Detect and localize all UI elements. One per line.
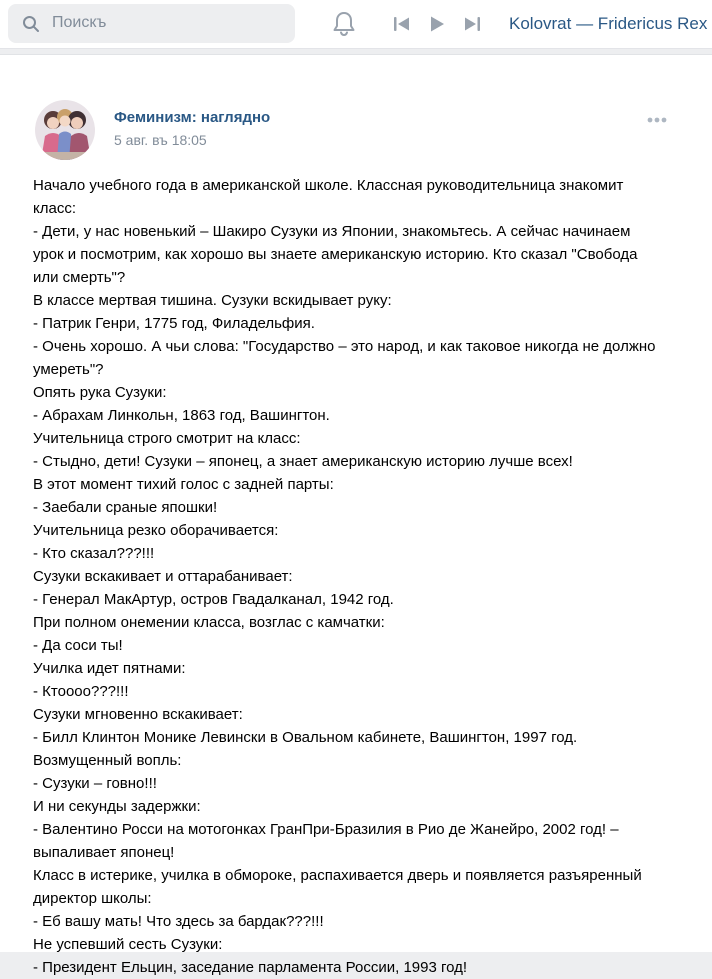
post-line: - Генерал МакАртур, остров Гвадалканал, 1942 год. <box>33 591 394 608</box>
search-box[interactable] <box>8 4 295 43</box>
top-bar <box>0 0 712 49</box>
post-date[interactable]: 5 авг. въ 18:05 <box>114 132 207 148</box>
post-line: И ни секунды задержки: <box>33 798 201 815</box>
now-playing-track[interactable]: Kolovrat — Fridericus Rex <box>509 14 708 33</box>
more-icon[interactable] <box>646 113 668 125</box>
post-line: Училка идет пятнами: <box>33 660 186 677</box>
bell-icon[interactable] <box>332 11 356 42</box>
group-avatar[interactable] <box>35 100 95 160</box>
search-input[interactable]: Поискъ <box>52 14 107 31</box>
post-card <box>0 54 712 976</box>
post-line: - Заебали сраные япошки! <box>33 499 218 516</box>
post-line: - Стыдно, дети! Сузуки – японец, а знает американскую историю лучше всех! <box>33 453 573 470</box>
post-line: Учительница резко оборачивается: <box>33 522 279 539</box>
search-icon <box>22 15 40 38</box>
post-line: Сузуки мгновенно вскакивает: <box>33 706 243 723</box>
play-icon[interactable] <box>428 15 446 38</box>
post-line: При полном онемении класса, возглас с камчатки: <box>33 614 385 631</box>
post-line: Начало учебного года в американской школе. Классная руководительница знакомит класс: <box>33 177 628 217</box>
post-line: - Кто сказал???!!! <box>33 545 155 562</box>
previous-track-icon[interactable] <box>393 15 411 38</box>
post-line: - Сузуки – говно!!! <box>33 775 157 792</box>
post-line: - Валентино Росси на мотогонках ГранПри-Бразилия в Рио де Жанейро, 2002 год! –выпаливает японец! <box>33 821 619 861</box>
group-name-link[interactable]: Феминизм: наглядно <box>114 109 271 126</box>
next-track-icon[interactable] <box>463 15 481 38</box>
post-line: В этот момент тихий голос с задней парты: <box>33 476 334 493</box>
post-line: Опять рука Сузуки: <box>33 384 167 401</box>
post-line: Не успевший сесть Сузуки: <box>33 936 223 953</box>
post-text <box>33 174 658 979</box>
post-line: - Билл Клинтон Монике Левински в Овальном кабинете, Вашингтон, 1997 год. <box>33 729 578 746</box>
post-line: Класс в истерике, училка в обмороке, распахивается дверь и появляется разъяренный директор школы: <box>33 867 646 907</box>
post-line: Возмущенный вопль: <box>33 752 182 769</box>
post-line: В классе мертвая тишина. Сузуки вскидывает руку: <box>33 292 392 309</box>
post-line: - Ктоооо???!!! <box>33 683 129 700</box>
post-line: - Дети, у нас новенький – Шакиро Сузуки из Японии, знакомьтесь. А сейчас начинаем урок и посмотрим, как хорошо вы знаете американскую историю. Кто сказал "Свобода или смерть"? <box>33 223 642 286</box>
post-line: - Да соси ты! <box>33 637 123 654</box>
post-line: - Еб вашу мать! Что здесь за бардак???!!! <box>33 913 324 930</box>
post-line: - Патрик Генри, 1775 год, Филадельфия. <box>33 315 315 332</box>
post-line: - Президент Ельцин, заседание парламента России, 1993 год! <box>33 959 468 976</box>
post-line: Учительница строго смотрит на класс: <box>33 430 301 447</box>
post-line: - Абрахам Линкольн, 1863 год, Вашингтон. <box>33 407 330 424</box>
post-line: - Очень хорошо. А чьи слова: "Государство – это народ, и как таковое никогда не должно умереть"? <box>33 338 660 378</box>
post-line: Сузуки вскакивает и оттарабанивает: <box>33 568 293 585</box>
